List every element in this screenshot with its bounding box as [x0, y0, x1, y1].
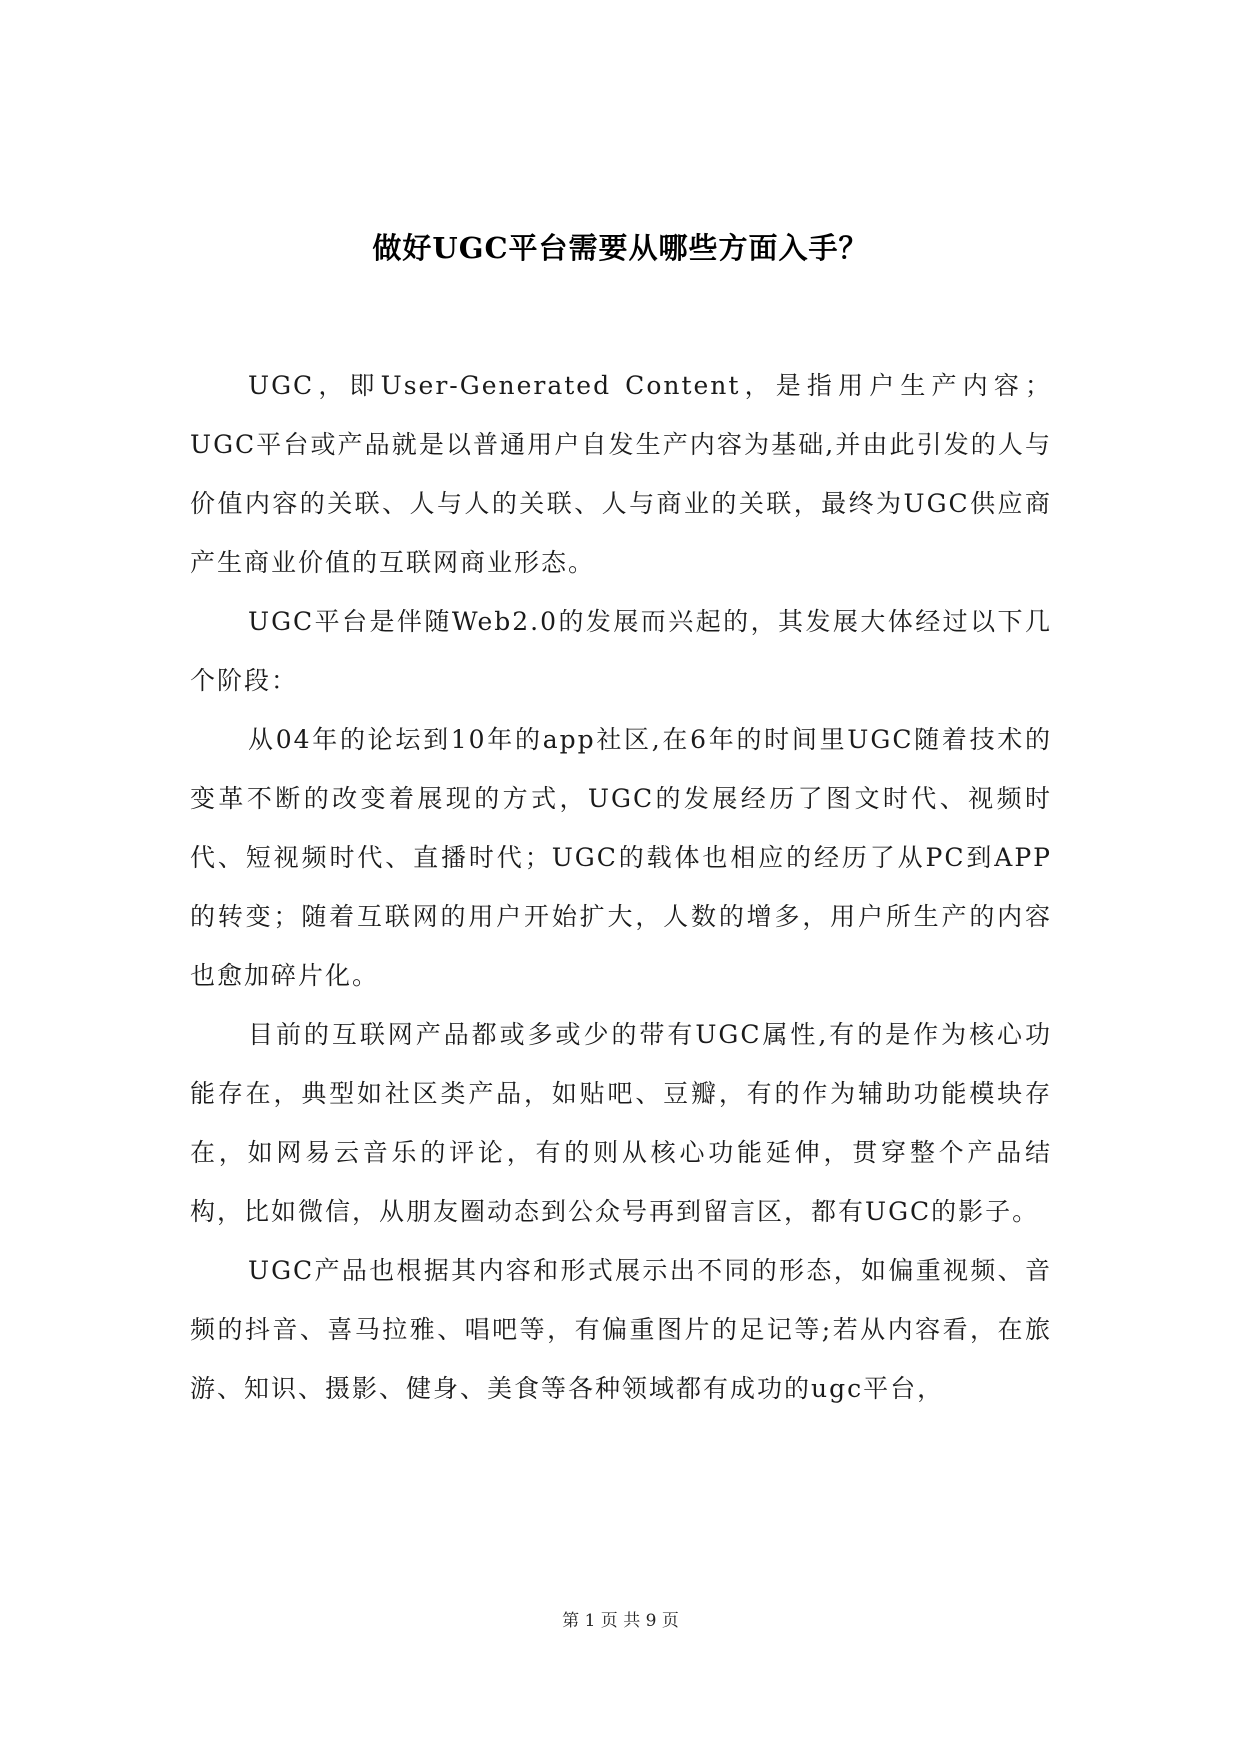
- paragraph: 从04年的论坛到10年的app社区,在6年的时间里UGC随着技术的变革不断的改变着展现的方式，UGC的发展经历了图文时代、视频时代、短视频时代、直播时代；UGC的载体也相应的经历了从PC到APP的转变；随着互联网的用户开始扩大，人数的增多，用户所生产的内容也愈加碎片化。: [190, 725, 1052, 990]
- paragraph: 目前的互联网产品都或多或少的带有UGC属性,有的是作为核心功能存在，典型如社区类产品，如贴吧、豆瓣，有的作为辅助功能模块存在，如网易云音乐的评论，有的则从核心功能延伸，贯穿整个产品结构，比如微信，从朋友圈动态到公众号再到留言区，都有UGC的影子。: [190, 1020, 1052, 1226]
- document-body: [190, 356, 1052, 1418]
- paragraph: UGC，即User-Generated Content，是指用户生产内容；UGC平台或产品就是以普通用户自发生产内容为基础,并由此引发的人与价值内容的关联、人与人的关联、人与商业的关联，最终为UGC供应商产生商业价值的互联网商业形态。: [190, 371, 1052, 577]
- document-title: 做好UGC平台需要从哪些方面入手？: [372, 231, 869, 265]
- paragraph: UGC产品也根据其内容和形式展示出不同的形态，如偏重视频、音频的抖音、喜马拉雅、唱吧等，有偏重图片的足记等;若从内容看，在旅游、知识、摄影、健身、美食等各种领域都有成功的ugc平台，: [190, 1256, 1052, 1403]
- page-number-footer: 第 1 页 共 9 页: [562, 1611, 679, 1631]
- paragraph: UGC平台是伴随Web2.0的发展而兴起的，其发展大体经过以下几个阶段：: [190, 607, 1052, 695]
